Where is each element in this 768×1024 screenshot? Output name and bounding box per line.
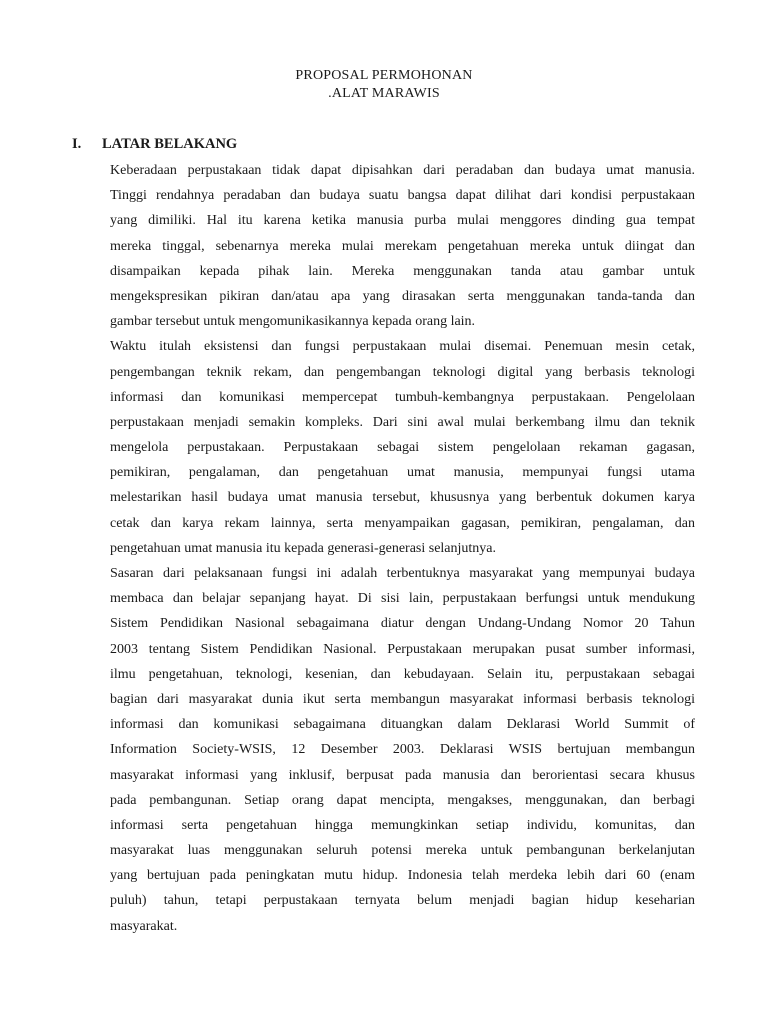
paragraph-line: Sistem Pendidikan Nasional sebagaimana diatur dengan Undang-Undang Nomor 20 Tahun (110, 616, 695, 632)
title-line-1: PROPOSAL PERMOHONAN (295, 68, 473, 83)
paragraph-line: ilmu pengetahuan, teknologi, kesenian, dan kebudayaan. Selain itu, perpustakaan sebagai (110, 666, 695, 682)
paragraph-line: 2003 tentang Sistem Pendidikan Nasional. Perpustakaan merupakan pusat sumber informasi, (110, 641, 695, 657)
paragraph-line: yang bertujuan pada peningkatan mutu hidup. Indonesia telah merdeka lebih dari 60 (enam (110, 868, 695, 884)
section-number: I. (72, 136, 82, 152)
paragraph-line: pada pembangunan. Setiap orang dapat mencipta, mengakses, menggunakan, dan berbagi (110, 792, 695, 808)
paragraph-line: Waktu itulah eksistensi dan fungsi perpustakaan mulai disemai. Penemuan mesin cetak, (110, 339, 695, 355)
paragraph-line: mengelola perpustakaan. Perpustakaan sebagai sistem pengelolaan rekaman gagasan, (110, 440, 695, 456)
paragraph-line: pengembangan teknik rekam, dan pengembangan teknologi digital yang berbasis teknologi (110, 364, 695, 380)
paragraph-line: informasi dan komunikasi sebagaimana dituangkan dalam Deklarasi World Summit of (110, 717, 695, 733)
paragraph-line: Information Society-WSIS, 12 Desember 2003. Deklarasi WSIS bertujuan membangun (110, 742, 695, 758)
section-title: LATAR BELAKANG (102, 136, 238, 152)
paragraph-line: masyarakat. (110, 918, 178, 934)
paragraph-line: mereka tinggal, sebenarnya mereka mulai merekam pengetahuan mereka untuk diingat dan (110, 238, 695, 254)
paragraph-line: pemikiran, pengalaman, dan pengetahuan umat manusia, mempunyai fungsi utama (110, 465, 695, 481)
title-line-2: .ALAT MARAWIS (328, 86, 440, 101)
paragraph-line: masyarakat luas menggunakan seluruh potensi mereka untuk pembangunan berkelanjutan (110, 843, 695, 859)
paragraph-line: informasi dan komunikasi mempercepat tumbuh-kembangnya perpustakaan. Pengelolaan (110, 389, 695, 405)
paragraph-line: yang dimiliki. Hal itu karena ketika manusia purba mulai menggores dinding gua tempat (110, 213, 695, 229)
paragraph-line: Keberadaan perpustakaan tidak dapat dipisahkan dari peradaban dan budaya umat manusia. (110, 163, 695, 178)
paragraph-line: melestarikan hasil budaya umat manusia tersebut, khususnya yang berbentuk dokumen karya (110, 490, 695, 506)
paragraph-line: mengekspresikan pikiran dan/atau apa yang dirasakan serta menggunakan tanda-tanda dan (110, 288, 695, 304)
paragraph-line: gambar tersebut untuk mengomunikasikannya kepada orang lain. (110, 314, 476, 330)
paragraph-line: bagian dari masyarakat dunia ikut serta membangun masyarakat informasi berbasis teknologi (110, 691, 695, 707)
paragraph (110, 561, 695, 939)
paragraph-line: masyarakat informasi yang inklusif, berpusat pada manusia dan berorientasi secara khusus (110, 767, 695, 783)
paragraph-line: Sasaran dari pelaksanaan fungsi ini adalah terbentuknya masyarakat yang mempunyai budaya (110, 566, 695, 581)
paragraph-line: puluh) tahun, tetapi perpustakaan ternyata belum menjadi bagian hidup keseharian (110, 893, 695, 909)
paragraph-line: disampaikan kepada pihak lain. Mereka menggunakan tanda atau gambar untuk (110, 263, 695, 279)
paragraph-line: cetak dan karya rekam lainnya, serta menyampaikan gagasan, pemikiran, pengalaman, dan (110, 515, 695, 531)
paragraph (110, 158, 695, 334)
section-heading (72, 135, 237, 153)
document-title (0, 67, 768, 103)
paragraph-line: informasi serta pengetahuan hingga memungkinkan setiap individu, komunitas, dan (110, 817, 695, 833)
paragraph-line: perpustakaan menjadi semakin kompleks. Dari sini awal mulai berkembang ilmu dan teknik (110, 414, 695, 430)
paragraph (110, 334, 695, 561)
paragraph-line: Tinggi rendahnya peradaban dan budaya suatu bangsa dapat dilihat dari kondisi perpustakaan (110, 188, 695, 204)
section-body (110, 158, 695, 939)
paragraph-line: membaca dan belajar sepanjang hayat. Di sisi lain, perpustakaan berfungsi untuk mendukung (110, 591, 695, 607)
paragraph-line: pengetahuan umat manusia itu kepada generasi-generasi selanjutnya. (110, 540, 497, 556)
